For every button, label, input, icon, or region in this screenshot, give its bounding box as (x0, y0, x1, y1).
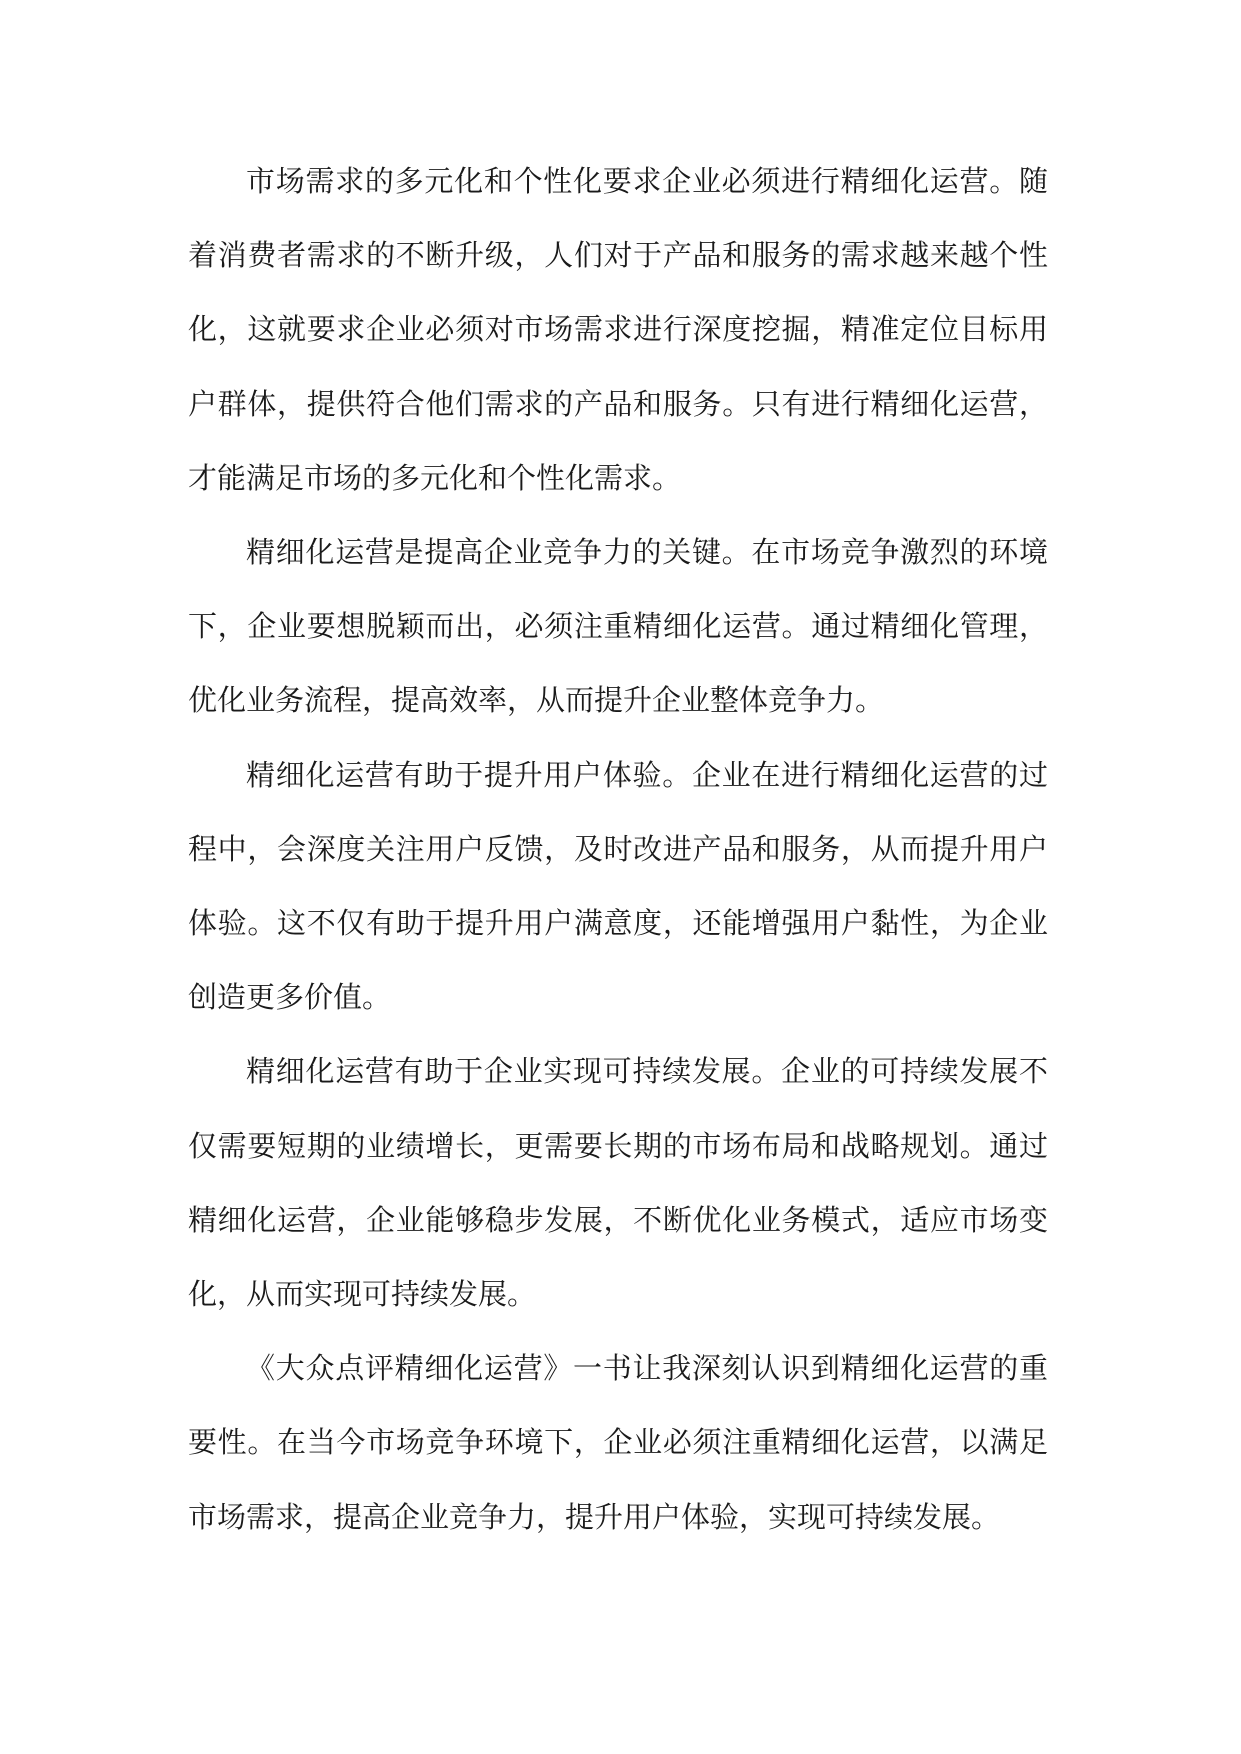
paragraph-competitiveness: 精细化运营是提高企业竞争力的关键。在市场竞争激烈的环境下，企业要想脱颖而出，必须注重精细化运营。通过精细化管理，优化业务流程，提高效率，从而提升企业整体竞争力。 (188, 535, 1048, 718)
paragraph-market-demand: 市场需求的多元化和个性化要求企业必须进行精细化运营。随着消费者需求的不断升级，人们对于产品和服务的需求越来越个性化，这就要求企业必须对市场需求进行深度挖掘，精准定位目标用户群体，提供符合他们需求的产品和服务。只有进行精细化运营，才能满足市场的多元化和个性化需求。 (188, 164, 1048, 495)
paragraph-user-experience: 精细化运营有助于提升用户体验。企业在进行精细化运营的过程中，会深度关注用户反馈，及时改进产品和服务，从而提升用户体验。这不仅有助于提升用户满意度，还能增强用户黏性，为企业创造更多价值。 (188, 757, 1048, 1015)
paragraph-sustainable-development: 精细化运营有助于企业实现可持续发展。企业的可持续发展不仅需要短期的业绩增长，更需要长期的市场布局和战略规划。通过精细化运营，企业能够稳步发展，不断优化业务模式，适应市场变化，从而实现可持续发展。 (188, 1054, 1048, 1312)
paragraph-conclusion: 《大众点评精细化运营》一书让我深刻认识到精细化运营的重要性。在当今市场竞争环境下，企业必须注重精细化运营，以满足市场需求，提高企业竞争力，提升用户体验，实现可持续发展。 (188, 1351, 1048, 1534)
document-body (188, 144, 1048, 1554)
